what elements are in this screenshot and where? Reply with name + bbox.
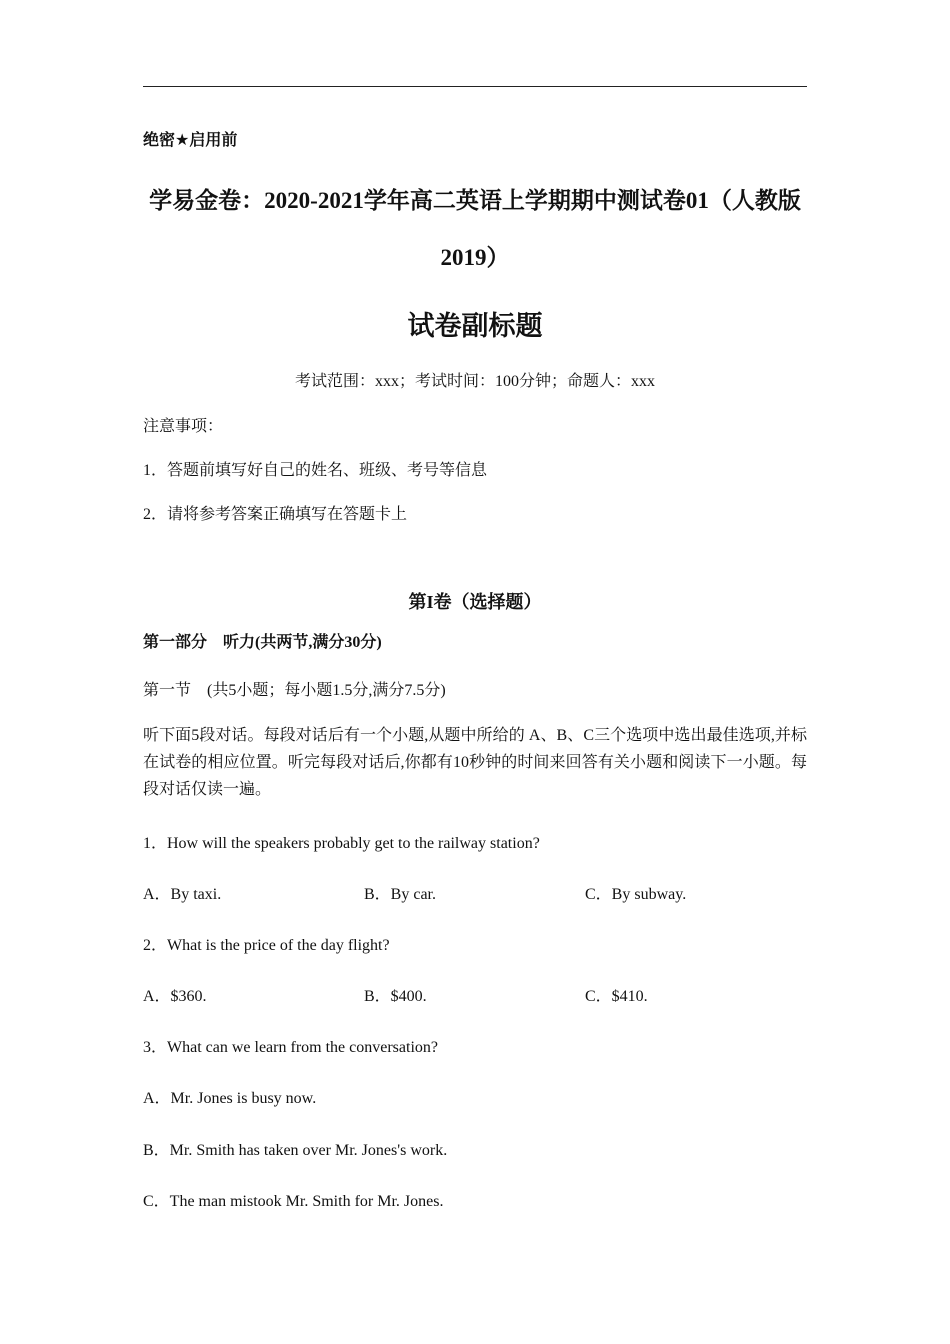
question-option: B．Mr. Smith has taken over Mr. Jones's work. [143, 1142, 448, 1159]
question-option: A．$360. [143, 988, 207, 1005]
question-option: C．The man mistook Mr. Smith for Mr. Jones. [143, 1193, 444, 1210]
subsection-heading: 第一节 (共5小题；每小题1.5分,满分7.5分) [143, 682, 446, 699]
question-option: C．By subway. [585, 886, 687, 903]
section-heading: 第I卷（选择题） [408, 592, 542, 612]
note-item: 1．答题前填写好自己的姓名、班级、考号等信息 [143, 462, 488, 479]
confidential-label: 绝密★启用前 [143, 130, 238, 149]
question-option: A．By taxi. [143, 886, 222, 903]
exam-info: 考试范围：xxx；考试时间：100分钟；命题人：xxx [294, 373, 655, 390]
question-stem: 1．How will the speakers probably get to the railway station? [143, 835, 540, 852]
part-heading: 第一部分 听力(共两节,满分30分) [143, 634, 382, 651]
header-rule [143, 86, 807, 87]
question-option: B．$400. [364, 988, 427, 1005]
paper-title: 学易金卷：2020-2021学年高二英语上学期期中测试卷01（人教版2019） [149, 188, 801, 270]
question-stem: 3．What can we learn from the conversation? [143, 1039, 438, 1056]
paper-subtitle: 试卷副标题 [407, 311, 543, 342]
question-option: A．Mr. Jones is busy now. [143, 1090, 317, 1107]
instructions-paragraph: 听下面5段对话。每段对话后有一个小题,从题中所给的 A、B、C三个选项中选出最佳选项,并标在试卷的相应位置。听完每段对话后,你都有10秒钟的时间来回答有关小题和阅读下一小题。每段对话仅读一遍。 [143, 727, 807, 798]
question-option: C．$410. [585, 988, 648, 1005]
question-stem: 2．What is the price of the day flight? [143, 937, 390, 954]
question-option: B．By car. [364, 886, 436, 903]
notes-heading: 注意事项： [143, 418, 224, 435]
note-item: 2．请将参考答案正确填写在答题卡上 [143, 506, 408, 523]
